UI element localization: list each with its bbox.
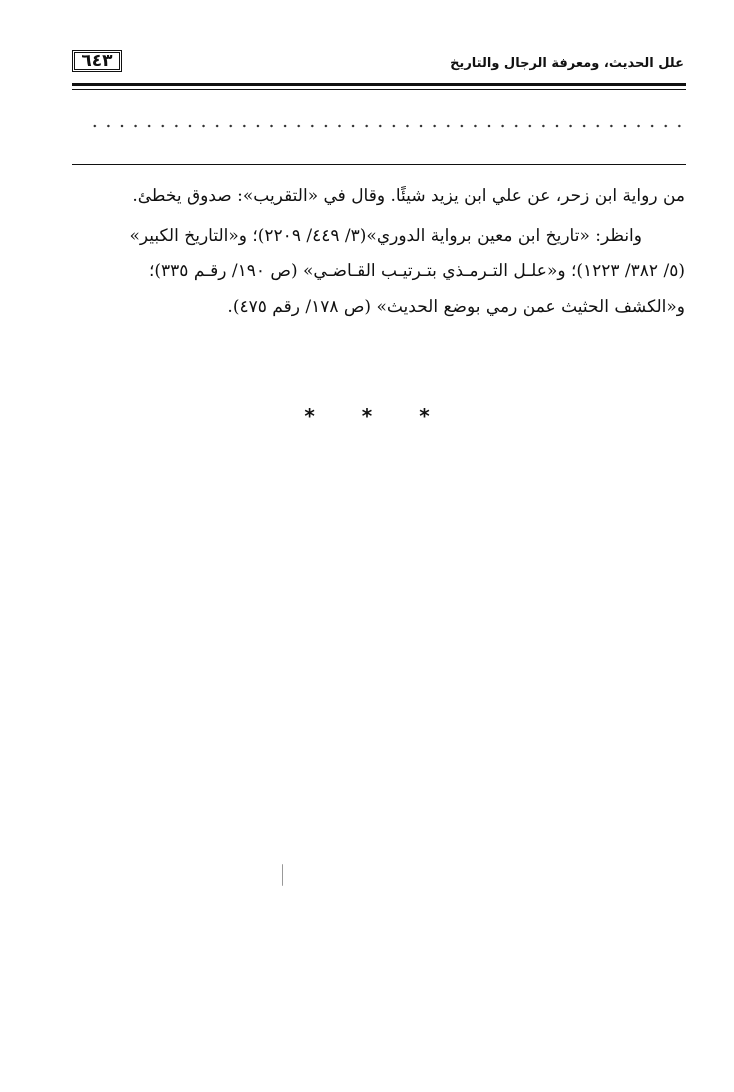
footnote-rule [72,164,686,165]
scan-artifact-mark [282,864,284,886]
header-rule-thick [72,83,686,86]
page-number: ٦٤٣ [72,50,122,72]
dotted-leader-line [88,124,686,128]
body-line-4: و«الكشف الحثيث عمن رمي بوضع الحديث» (ص ١٧٨/ رقم ٤٧٥). [227,297,685,317]
header-rule-thin [72,89,686,90]
body-line-1: من رواية ابن زحر، عن علي ابن يزيد شيئًا. وقال في «التقريب»: صدوق يخطئ. [132,186,685,206]
body-line-3: (٥/ ٣٨٢/ ١٢٢٣)؛ و«علـل التـرمـذي بتـرتيـب القـاضـي» (ص ١٩٠/ رقـم ٣٣٥)؛ [148,261,685,281]
body-line-2: وانظر: «تاريخ ابن معين برواية الدوري»(٣/ ٤٤٩/ ٢٢٠٩)؛ و«التاريخ الكبير» [129,226,642,246]
running-title: علل الحديث، ومعرفة الرجال والتاريخ [450,56,684,71]
section-separator: * * * [304,404,450,428]
